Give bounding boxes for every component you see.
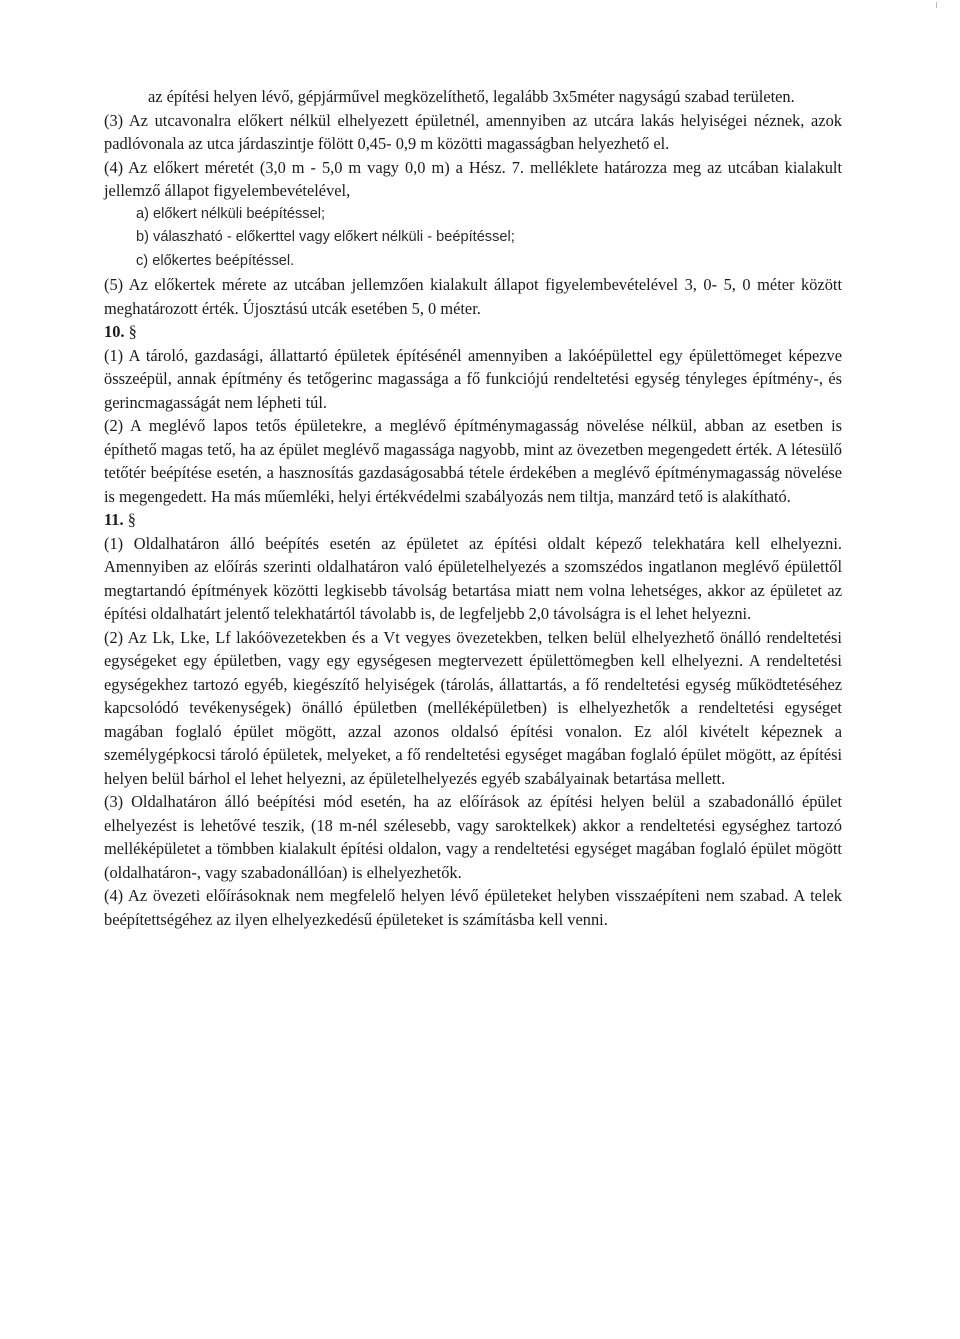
paragraph-3: (3) Az utcavonalra előkert nélkül elhelyezett épületnél, amennyiben az utcára lakás helyiségei néznek, azok padlóvonala az utca járdaszintje fölött 0,45- 0,9 m közötti magasságban helyezhető el.: [104, 110, 842, 153]
section-11-paragraph-2: (2) Az Lk, Lke, Lf lakóövezetekben és a Vt vegyes övezetekben, telken belül elhelyezhető önálló rendeltetési egységeket egy épületben, vagy egy egységesen megtervezett épülettömegben kell elhelyezni. A rendeltetési egységekhez tartozó egyéb, kiegészítő helyiségek (tárolás, állattartás, a fő rendeltetési egység működtetéséhez kapcsolódó tevékenységek) önálló épületben (melléképületben) is elhelyezhetők a rendeltetési egységet magában foglaló épület mögött, azzal azonos oldalsó építési vonalon. Ez alól kivételt képeznek a személygépkocsi tároló épületek, melyeket, a fő rendeltetési egységet magában foglaló épület mögött, az építési helyen belül bárhol el lehet helyezni, az épületelhelyezés egyéb szabályainak betartása mellett.: [104, 627, 842, 788]
paragraph-4: (4) Az előkert méretét (3,0 m - 5,0 m vagy 0,0 m) a Hész. 7. melléklete határozza meg az utcában kialakult jellemző állapot figyelembevételével,: [104, 157, 842, 200]
section-11-paragraph-3: (3) Oldalhatáron álló beépítési mód esetén, ha az előírások az építési helyen belül a szabadonálló épület elhelyezést is lehetővé teszik, (18 m-nél szélesebb, vagy saroktelkek) akkor a rendeltetési egységhez tartozó melléképületet a tömbben kialakult építési oldalon, vagy a rendeltetési egységet magában foglaló épület mögött (oldalhatáron-, vagy szabadonállóan) is elhelyezhetők.: [104, 792, 842, 882]
list-item-b: b) válaszható - előkerttel vagy előkert nélküli - beépítéssel;: [136, 229, 515, 245]
section-symbol: §: [127, 510, 136, 529]
scan-mark: [936, 2, 937, 8]
section-11-heading: [104, 508, 842, 532]
section-number: 11.: [104, 510, 124, 529]
continuation-paragraph: az építési helyen lévő, gépjárművel megközelíthető, legalább 3x5méter nagyságú szabad területen.: [148, 87, 795, 106]
section-number: 10.: [104, 322, 125, 341]
section-10-paragraph-1: (1) A tároló, gazdasági, állattartó épületek építésénél amennyiben a lakóépülettel egy épülettömeget képezve összeépül, annak építmény és tetőgerinc magassága a fő funkciójú rendeltetési egység tényleges építmény-, és gerincmagasságát nem lépheti túl.: [104, 345, 842, 412]
list-item-c: c) előkertes beépítéssel.: [136, 252, 295, 269]
section-11-paragraph-4: (4) Az övezeti előírásoknak nem megfelelő helyen lévő épületeket helyben visszaépíteni nem szabad. A telek beépítettségéhez az ilyen elhelyezkedésű épületeket is számításba kell venni.: [104, 886, 842, 929]
section-symbol: §: [128, 322, 137, 341]
list-item-a: a) előkert nélküli beépítéssel;: [136, 205, 326, 222]
section-11-paragraph-1: (1) Oldalhatáron álló beépítés esetén az épületet az építési oldalt képező telekhatára kell elhelyezni. Amennyiben az előírás szerinti oldalhatáron való épületelhelyezés a szomszédos ingatlanon meglévő épülettől megtartandó építmények közötti legkisebb távolság betartása miatt nem volna lehetséges, akkor az épületet az építési oldalhatárt jelentő telekhatártól távolabb is, de legfeljebb 2,0 távolságra is el lehet helyezni.: [104, 533, 842, 623]
section-10-heading: [104, 320, 842, 344]
document-body: [104, 85, 842, 931]
paragraph-5: (5) Az előkertek mérete az utcában jellemzően kialakult állapot figyelembevételével 3, 0- 5, 0 méter között meghatározott érték. Újosztású utcák esetében 5, 0 méter.: [104, 275, 842, 318]
section-10-paragraph-2: (2) A meglévő lapos tetős épületekre, a meglévő építménymagasság növelése nélkül, abban az esetben is építhető magas tető, ha az épület meglévő magassága nagyobb, mint az övezetben megengedett érték. A létesülő tetőtér beépítése esetén, a hasznosítás gazdaságosabbá tétele érdekében a meglévő építménymagasság növelése is megengedett. Ha más műemléki, helyi értékvédelmi szabályozás nem tiltja, manzárd tető is alakítható.: [104, 416, 842, 506]
